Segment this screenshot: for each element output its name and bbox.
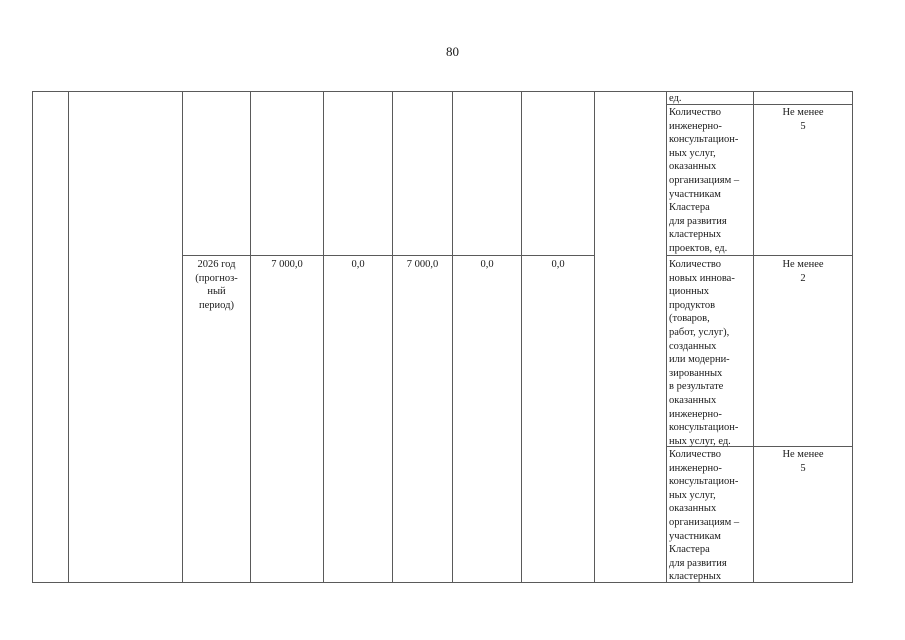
indicator-tail: ед. — [669, 93, 682, 104]
target-value: Не менее 2 — [782, 259, 824, 284]
vline — [753, 91, 754, 583]
amount-col2: 0,0 — [351, 259, 365, 270]
vline — [182, 91, 183, 583]
vline — [392, 91, 393, 583]
vline — [452, 91, 453, 583]
page-number: 80 — [446, 44, 459, 59]
vline — [852, 91, 853, 583]
amount-col4: 0,0 — [480, 259, 494, 270]
indicator-text: Количество инженерно- консультацион- ных услуг, оказанных организациям – участникам Кластера для развития кластерных — [669, 449, 740, 583]
vline — [666, 91, 667, 583]
indicator-text: Количество новых иннова- ционных продуктов (товаров, работ, услуг), созданных или модерни- зированных в результате оказанных инженерно- консультацион- ных услуг, ед. — [669, 259, 739, 447]
vline — [521, 91, 522, 583]
total-amount: 7 000,0 — [271, 259, 303, 270]
vline — [323, 91, 324, 583]
vline — [250, 91, 251, 583]
vline — [32, 91, 33, 583]
year-cell: 2026 год (прогноз- ный период) — [195, 259, 238, 311]
target-value: Не менее 5 — [782, 449, 824, 474]
amount-col3: 7 000,0 — [406, 259, 439, 270]
hline-2026 — [182, 255, 595, 256]
target-value: Не менее 5 — [782, 107, 824, 132]
amount-col5: 0,0 — [551, 259, 565, 270]
indicator-text: Количество инженерно- консультацион- ных услуг, оказанных организациям – участникам Кластера для развития кластерных проектов, ед. — [669, 107, 740, 254]
vline — [594, 91, 595, 583]
vline — [68, 91, 69, 583]
